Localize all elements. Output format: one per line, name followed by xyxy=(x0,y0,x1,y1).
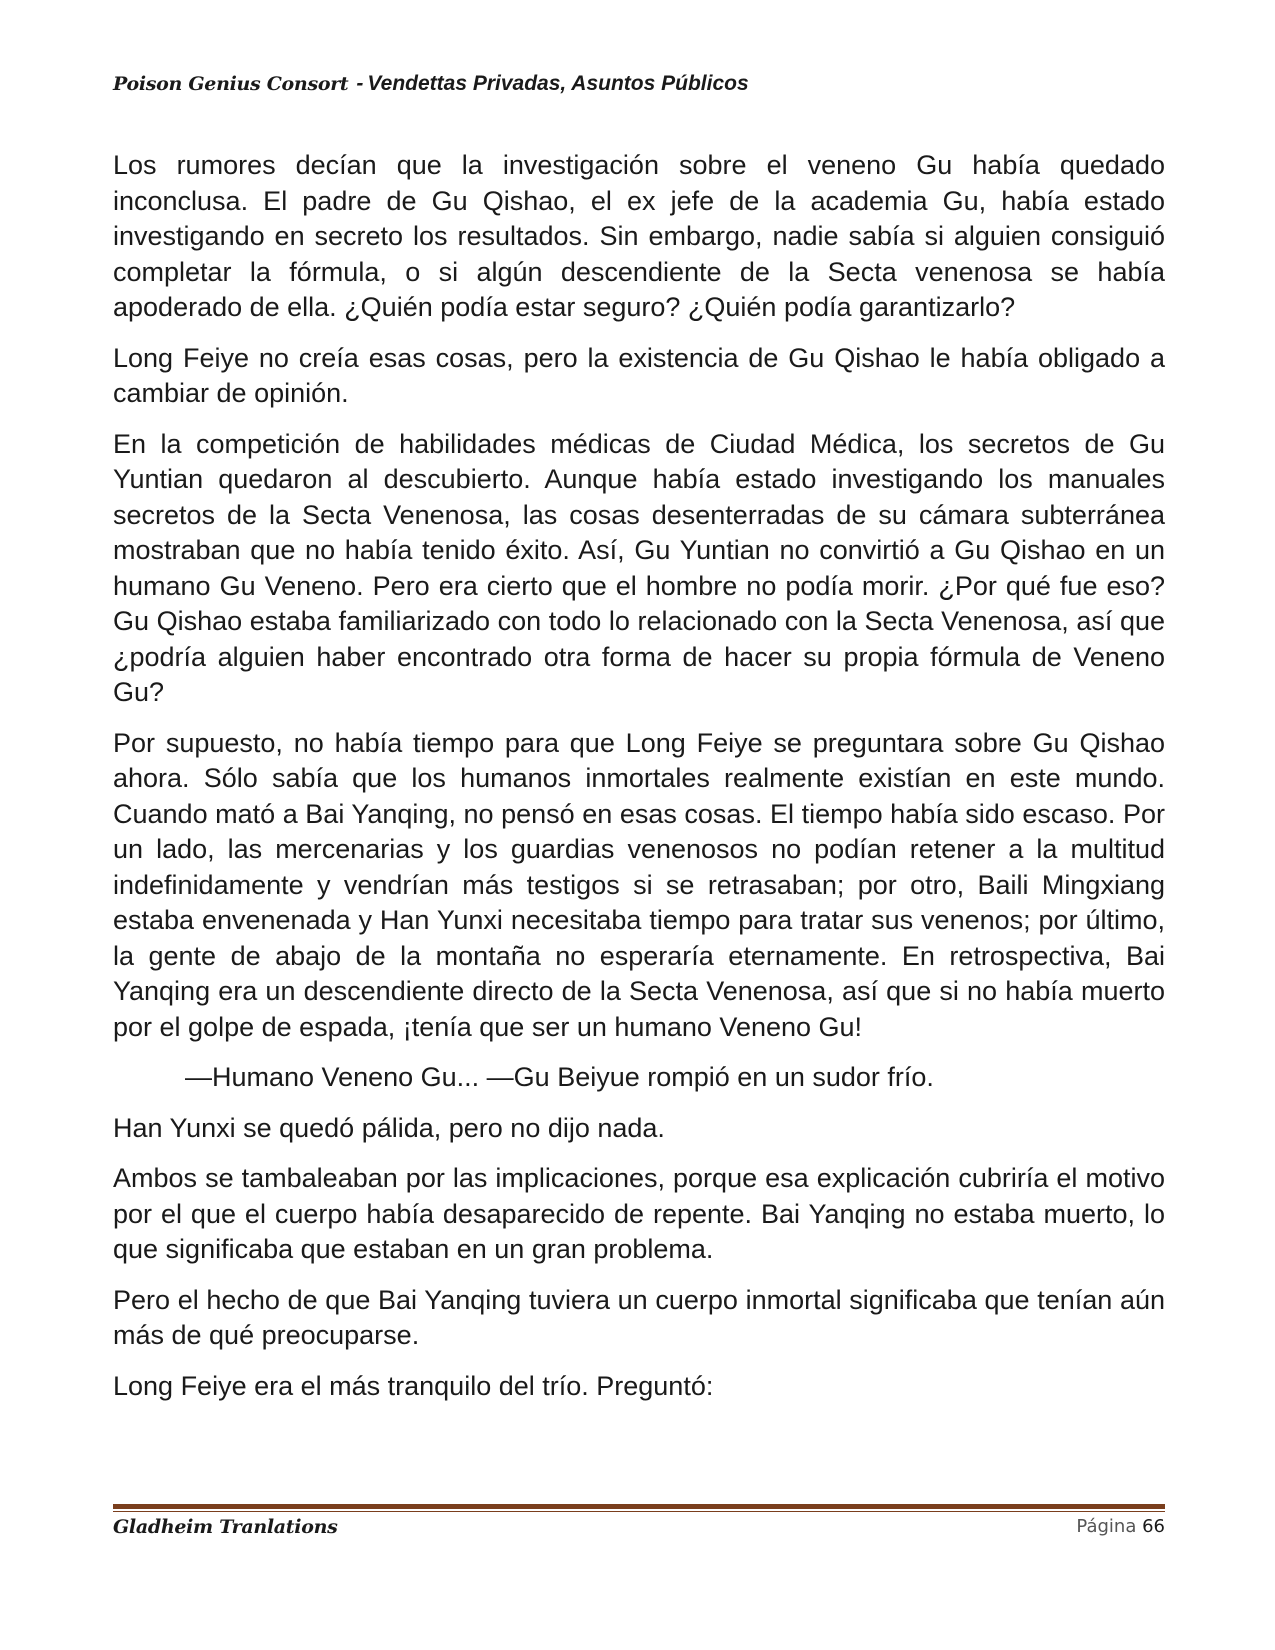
running-header xyxy=(113,72,749,96)
footer-divider-thin xyxy=(113,1511,1165,1512)
page-number-block xyxy=(1076,1516,1165,1537)
paragraph: Han Yunxi se quedó pálida, pero no dijo nada. xyxy=(113,1112,665,1143)
footer-divider-thick xyxy=(113,1504,1165,1509)
page-label: Página xyxy=(1076,1516,1137,1537)
footer-divider xyxy=(113,1504,1165,1512)
header-separator: - xyxy=(356,72,364,95)
paragraph: Pero el hecho de que Bai Yanqing tuviera un cuerpo inmortal significaba que tenían aún más de qué preocuparse. xyxy=(113,1284,1165,1350)
paragraph: Por supuesto, no había tiempo para que Long Feiye se preguntara sobre Gu Qishao ahora. Sólo sabía que los humanos inmortales realmente existían en este mundo. Cuando mató a Bai Yanqing, no pensó en esas cosas. El tiempo había sido escaso. Por un lado, las mercenarias y los guardias venenosos no podían retener a la multitud indefinidamente y vendrían más testigos si se retrasaban; por otro, Baili Mingxiang estaba envenenada y Han Yunxi necesitaba tiempo para tratar sus venenos; por último, la gente de abajo de la montaña no esperaría eternamente. En retrospectiva, Bai Yanqing era un descendiente directo de la Secta Venenosa, así que si no había muerto por el golpe de espada, ¡tenía que ser un humano Veneno Gu! xyxy=(113,727,1165,1042)
translator-credit: Gladheim Tranlations xyxy=(113,1516,338,1538)
paragraph: Los rumores decían que la investigación sobre el veneno Gu había quedado inconclusa. El padre de Gu Qishao, el ex jefe de la academia Gu, había estado investigando en secreto los resultados. Sin embargo, nadie sabía si alguien consiguió completar la fórmula, o si algún descendiente de la Secta venenosa se había apoderado de ella. ¿Quién podía estar seguro? ¿Quién podía garantizarlo? xyxy=(113,150,1165,322)
book-title: Poison Genius Consort xyxy=(113,73,349,95)
body-text xyxy=(113,148,1165,1419)
paragraph: Long Feiye era el más tranquilo del trío. Preguntó: xyxy=(113,1370,714,1401)
paragraph: En la competición de habilidades médicas de Ciudad Médica, los secretos de Gu Yuntian quedaron al descubierto. Aunque había estado investigando los manuales secretos de la Secta Venenosa, las cosas desenterradas de su cámara subterránea mostraban que no había tenido éxito. Así, Gu Yuntian no convirtió a Gu Qishao en un humano Gu Veneno. Pero era cierto que el hombre no podía morir. ¿Por qué fue eso? Gu Qishao estaba familiarizado con todo lo relacionado con la Secta Venenosa, así que ¿podría alguien haber encontrado otra forma de hacer su propia fórmula de Veneno Gu? xyxy=(113,428,1165,707)
paragraph: Ambos se tambaleaban por las implicaciones, porque esa explicación cubriría el motivo por el que el cuerpo había desaparecido de repente. Bai Yanqing no estaba muerto, lo que significaba que estaban en un gran problema. xyxy=(113,1163,1165,1264)
chapter-title: Vendettas Privadas, Asuntos Públicos xyxy=(367,72,749,95)
page-number: 66 xyxy=(1142,1516,1165,1537)
dialogue-paragraph: —Humano Veneno Gu... —Gu Beiyue rompió en un sudor frío. xyxy=(185,1062,934,1092)
paragraph: Long Feiye no creía esas cosas, pero la existencia de Gu Qishao le había obligado a cambiar de opinión. xyxy=(113,342,1165,408)
